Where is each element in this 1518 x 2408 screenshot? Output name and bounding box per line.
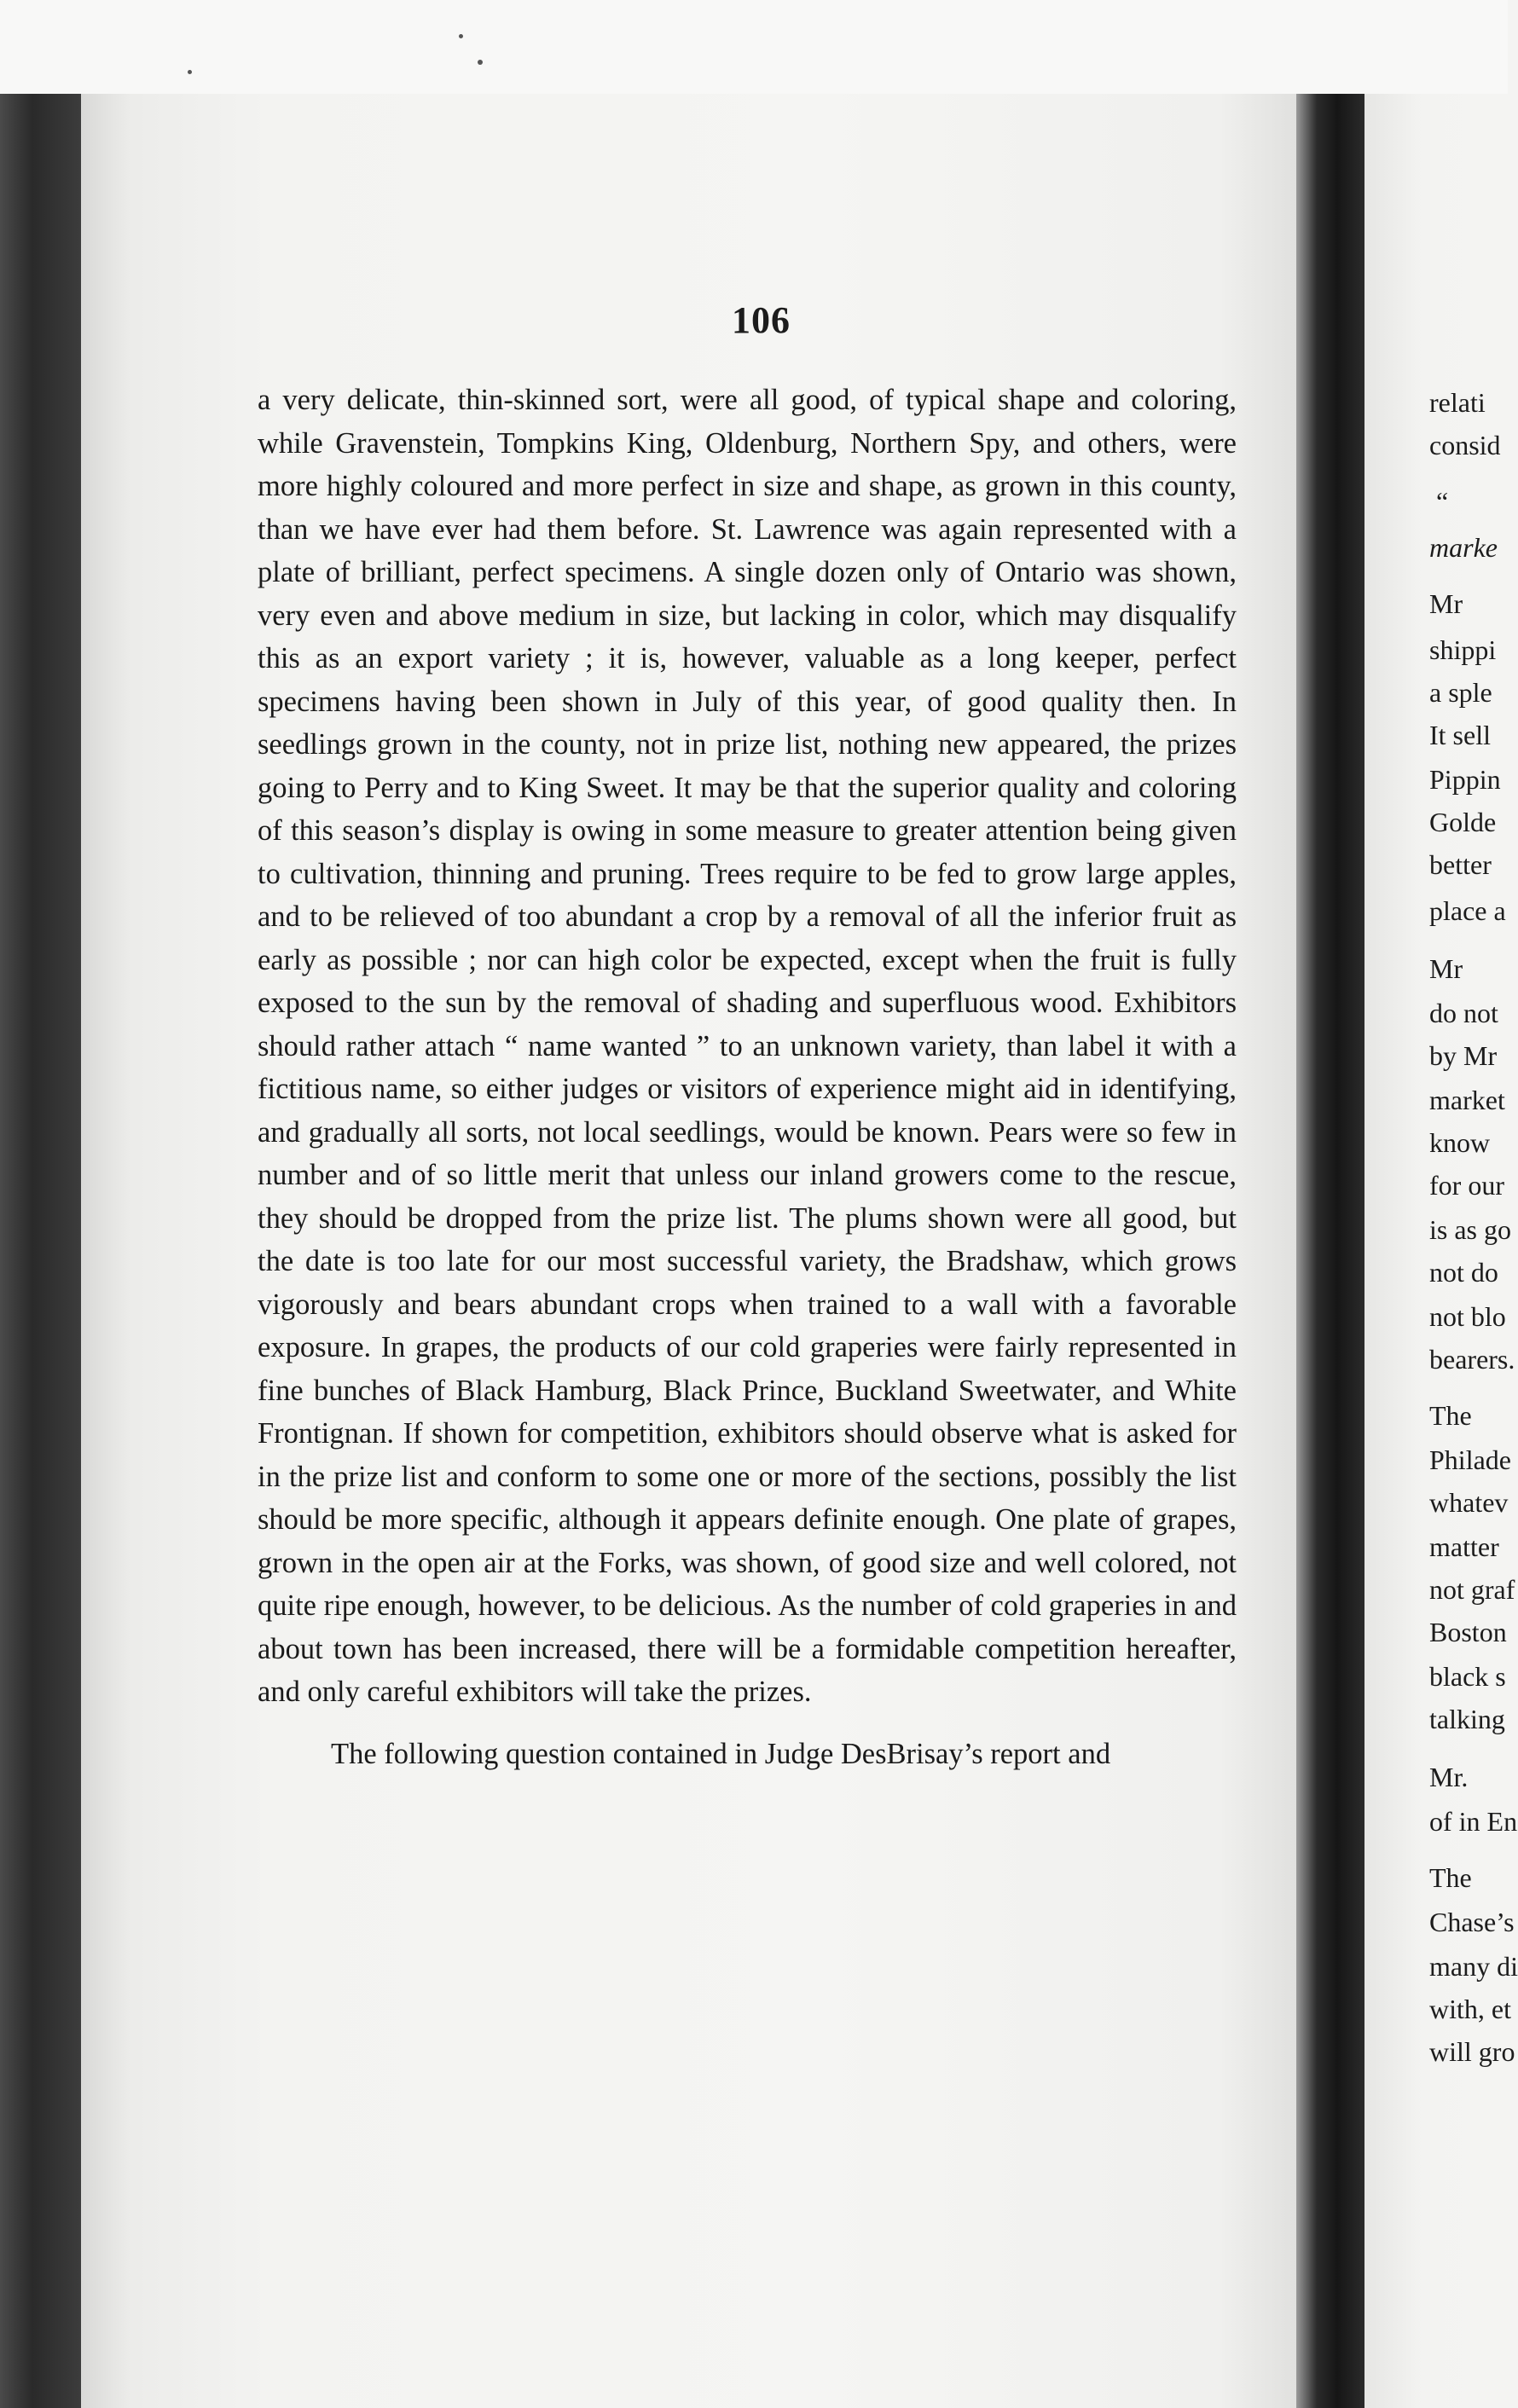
body-paragraph: The following question contained in Judge DesBrisay’s report and — [331, 1737, 1111, 1770]
next-page-line: will gro — [1429, 2036, 1515, 2067]
next-page-line: The — [1429, 1862, 1472, 1893]
next-page-line: relati — [1429, 387, 1486, 418]
next-page-line: by Mr — [1429, 1040, 1498, 1071]
next-page-line: not do — [1429, 1257, 1498, 1288]
next-page-line: a sple — [1429, 677, 1492, 708]
next-page-line: talking — [1429, 1704, 1505, 1734]
page-body — [258, 379, 1237, 1775]
page-number: 106 — [732, 299, 791, 341]
next-page-line: black s — [1429, 1661, 1506, 1692]
next-page-line: Philade — [1429, 1444, 1511, 1475]
next-page-line: place a — [1429, 895, 1506, 926]
next-page-line: for our — [1429, 1170, 1504, 1201]
top-margin — [0, 0, 1508, 98]
next-page-line: not blo — [1429, 1301, 1506, 1332]
next-page-line: Pippin — [1429, 764, 1501, 795]
next-page-line: It sell — [1429, 720, 1491, 750]
next-page-line: marke — [1429, 532, 1498, 563]
next-page-line: matter — [1429, 1531, 1499, 1562]
book-gutter — [1296, 94, 1364, 2408]
next-page-line: Boston — [1429, 1617, 1507, 1647]
next-page-line: shippi — [1429, 634, 1497, 665]
dust-speck — [188, 70, 192, 74]
left-book-edge — [0, 94, 81, 2408]
next-page-line: The — [1429, 1400, 1472, 1431]
next-page-line: “ — [1436, 486, 1449, 517]
next-page-line: Golde — [1429, 807, 1497, 837]
next-page-line: Chase’s — [1429, 1907, 1515, 1937]
next-page-line: whatev — [1429, 1487, 1509, 1518]
next-page-line: Mr — [1429, 588, 1463, 619]
body-paragraph: a very delicate, thin-skinned sort, were all good, of typical shape and coloring, while Gravenstein, Tompkins King, Oldenburg, Northern Spy, and others, were more highly coloured and more perfect in size and shape, as grown in this county, than we have ever had them before. St. Lawrence was again represented with a plate of brilliant, perfect specimens. A single dozen only of Ontario was shown, very even and above medium in size, but lacking in color, which may disqualify this as an export variety ; it is, however, valuable as a long keeper, perfect specimens having been shown in July of this year, of good quality then. In seedlings grown in the county, not in prize list, nothing new appeared, the prizes going to Perry and to King Sweet. It may be that the superior quality and coloring of this season’s display is owing in some measure to greater attention being given to cultivation, thinning and pruning. Trees require to be fed to grow large apples, and to be relieved of too abundant a crop by a removal of all the inferior fruit as early as possible ; nor can high color be expected, except when the fruit is fully exposed to the sun by the removal of shading and superfluous wood. Exhibitors should rather attach “ name wanted ” to an unknown variety, than label it with a fictitious name, so either judges or visitors of experience might aid in identifying, and gradually all sorts, not local seedlings, would be known. Pears were so few in number and of so little merit that unless our inland growers come to the rescue, they should be dropped from the prize list. The plums shown were all good, but the date is too late for our most successful variety, the Bradshaw, which grows vigorously and bears abundant crops when trained to a wall with a favorable exposure. In grapes, the products of our cold graperies were fairly represented in fine bunches of Black Hamburg, Black Prince, Buckland Sweetwater, and White Frontignan. If shown for competition, exhibitors should observe what is asked for in the prize list and conform to some one or more of the sections, possibly the list should be more specific, although it appears definite enough. One plate of grapes, grown in the open air at the Forks, was shown, of good size and well colored, not quite ripe enough, however, to be delicious. As the number of cold graperies in and about town has been increased, there will be a formidable competition hereafter, and only careful exhibitors will take the prizes. — [258, 384, 1237, 1708]
next-page-line: do not — [1429, 998, 1498, 1028]
next-page-fragments — [1429, 387, 1518, 2093]
next-page-line: market — [1429, 1085, 1505, 1115]
next-page-line: with, et — [1429, 1994, 1511, 2024]
dust-speck — [459, 34, 463, 38]
next-page-line: is as go — [1429, 1214, 1511, 1245]
next-page-line: better — [1429, 849, 1492, 880]
next-page-line: consid — [1429, 430, 1501, 460]
next-page-line: Mr — [1429, 953, 1463, 984]
next-page-line: Mr. — [1429, 1762, 1469, 1792]
next-page-line: not graf — [1429, 1574, 1515, 1605]
next-page-line: of in En — [1429, 1806, 1518, 1837]
dust-speck — [478, 60, 483, 65]
next-page-line: know — [1429, 1127, 1491, 1158]
next-page-line: bearers. — [1429, 1344, 1515, 1375]
next-page-line: many di — [1429, 1951, 1518, 1982]
